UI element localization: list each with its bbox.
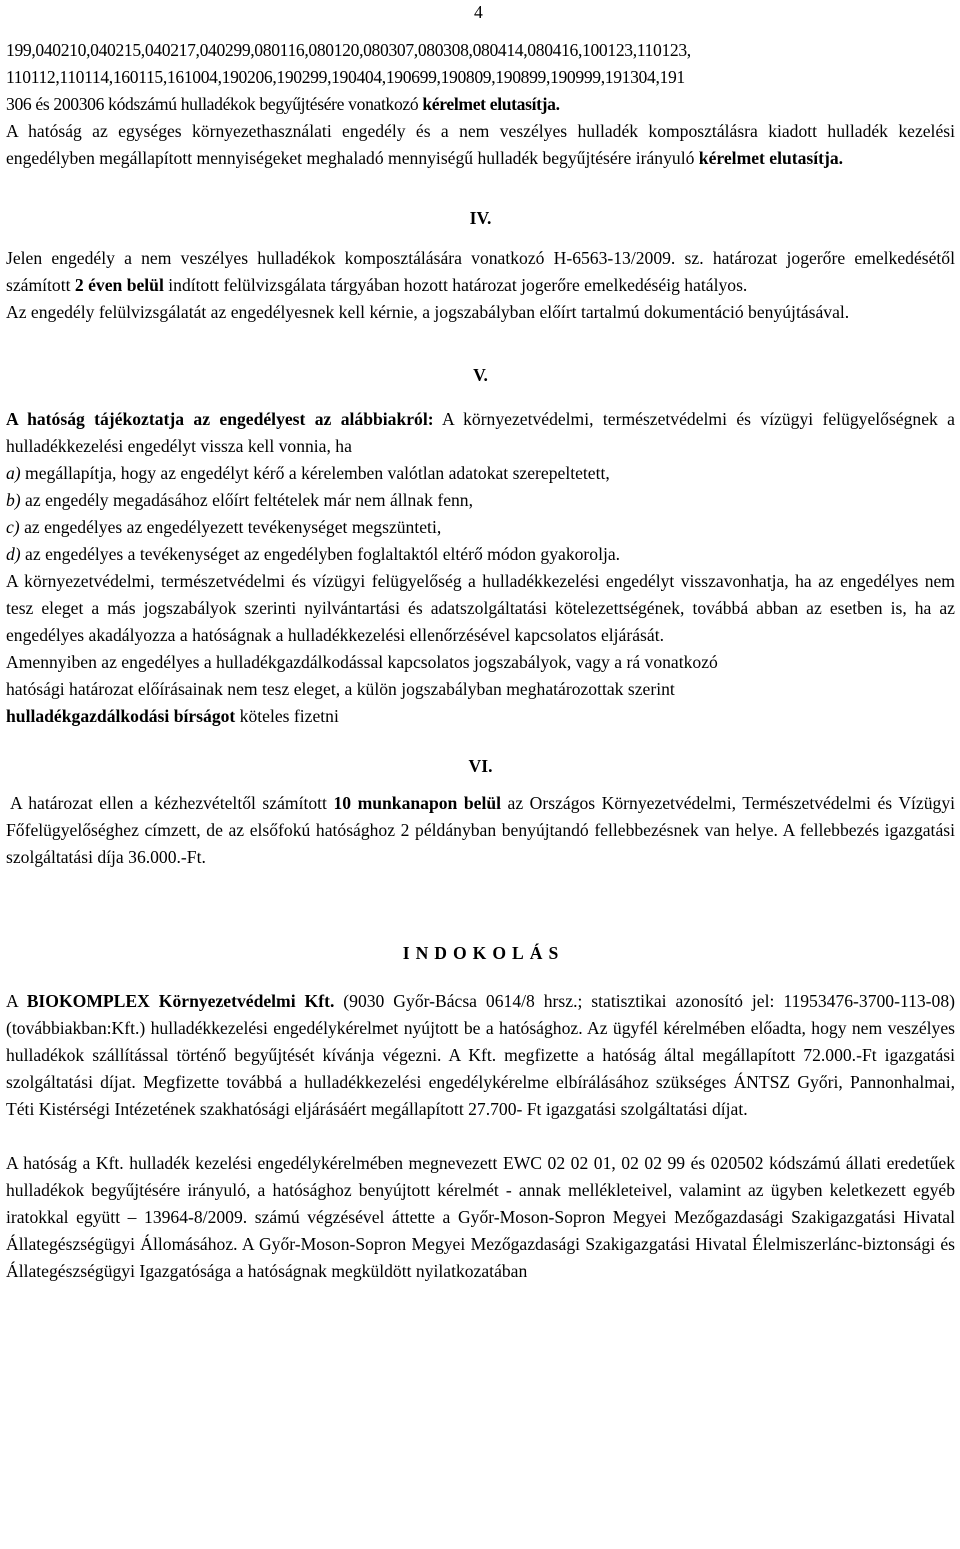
justification-paragraph-1 [6,988,955,1123]
list-item [6,487,955,514]
review-paragraph: Az engedély felülvizsgálatát az engedélyesnek kell kérnie, a jogszabályban előírt tartalmú dokumentáció benyújtásával. [6,302,850,322]
notice-intro-text: A környezetvédelmi, természetvédelmi és vízügyi felügyelőségnek a hulladékkezelési engedélyt vissza kell vonnia, ha [6,409,955,456]
list-item-text: megállapítja, hogy az engedélyt kérő a kérelemben valótlan adatokat szerepeltetett, [20,463,610,483]
section-v-heading: V. [473,365,488,385]
list-item [6,460,955,487]
rejection-statement: kérelmet elutasítja. [422,94,560,114]
fine-name-bold: hulladékgazdálkodási bírságot [6,706,236,726]
revocation-conditions-list [6,460,955,568]
list-item-text: az engedély megadásához előírt feltételek már nem állnak fenn, [20,490,473,510]
fine-line-3-text: köteles fizetni [235,706,339,726]
waste-code-line-2: 110112,110114,160115,161004,190206,190299,190404,190699,190809,190899,190999,191304,191 [6,67,685,87]
list-item-marker: a) [6,463,21,483]
list-item-marker: d) [6,544,21,564]
list-item-text: az engedélyes a tevékenységet az engedélyben foglaltaktól eltérő módon gyakorolja. [20,544,621,564]
fine-line-2: hatósági határozat előírásainak nem tesz eleget, a külön jogszabályban meghatározottak szerint [6,679,675,699]
justification-text-b: (9030 Győr-Bácsa 0614/8 hrsz.; statisztikai azonosító jel: 11953476-3700-113-08) (továbbiakban:Kft.) hulladékkezelési engedélykérelmet nyújtott be a hatósághoz. Az ügyfél kérelmében előadta, hogy nem veszélyes hulladékok szállítással történő begyűjtését kívánja végezni. A Kft. megfizette a hatóság által megállapított 72.000.-Ft igazgatási szolgáltatási díjat. Megfizette továbbá a hulladékkezelési engedélykérelme elbírálásához szükséges ÁNTSZ Győri, Pannonhalmai, Téti Kistérségi Intézetének szakhatósági eljárásáért megállapított 27.700- Ft igazgatási szolgáltatási díjat. [6,991,955,1119]
compost-rejection-bold: kérelmet elutasítja. [698,148,844,168]
validity-period: 2 éven belül [74,275,164,295]
waste-code-line-3 [6,91,955,118]
section-iv-heading: IV. [469,208,492,228]
justification-text-a: A [6,991,27,1011]
validity-text-b: indított felülvizsgálata tárgyában hozott határozat jogerőre emelkedéséig hatályos. [163,275,748,295]
notice-intro-bold: A hatóság tájékoztatja az engedélyest az alábbiakról: [6,409,434,429]
list-item-text: az engedélyes az engedélyezett tevékenységet megszünteti, [19,517,442,537]
appeal-deadline: 10 munkanapon belül [333,793,502,813]
appeal-text-a: A határozat ellen a kézhezvételtől számított [10,793,334,813]
waste-code-line-3-text: 306 és 200306 kódszámú hulladékok begyűjtésére vonatkozó [6,94,423,114]
optional-revocation-paragraph: A környezetvédelmi, természetvédelmi és vízügyi felügyelőség a hulladékkezelési engedélyt visszavonhatja, ha az engedélyes nem tesz eleget a más jogszabályok szerinti nyilvántartási és adatszolgáltatási kötelezettségének, továbbá abban az esetben is, ha az engedélyes akadályozza a hatóságnak a hulladékkezelési ellenőrzésével kapcsolatos eljárását. [6,571,955,645]
compost-rejection-text: A hatóság az egységes környezethasználati engedély és a nem veszélyes hulladék komposztálásra kiadott hulladék kezelési engedélyben megállapított mennyiségeket meghaladó mennyiségű hulladék begyűjtésére irányuló [6,121,955,168]
compost-rejection-paragraph [6,118,955,172]
fine-line-3 [6,703,955,730]
fine-paragraph [6,649,955,730]
page-number: 4 [474,2,483,22]
appeal-text-b: az Országos Környezetvédelmi, Természetvédelmi és Vízügyi Főfelügyelőséghez címzett, de az elsőfokú hatósághoz 2 példányban benyújtandó fellebbezésnek van helye. A fellebbezés igazgatási szolgáltatási díja 36.000.-Ft. [6,793,955,867]
list-item-marker: c) [6,517,20,537]
company-name: BIOKOMPLEX Környezetvédelmi Kft. [26,991,335,1011]
waste-code-line-1: 199,040210,040215,040217,040299,080116,080120,080307,080308,080414,080416,100123,110123, [6,40,691,60]
justification-heading: INDOKOLÁS [402,943,565,963]
list-item [6,541,955,568]
validity-paragraph [6,245,955,299]
notice-paragraph [6,406,955,460]
validity-text-a: Jelen engedély a nem veszélyes hulladékok komposztálására vonatkozó H-6563-13/2009. sz. határozat jogerőre emelkedésétől számított [6,248,955,295]
list-item [6,514,955,541]
justification-paragraph-2: A hatóság a Kft. hulladék kezelési engedélykérelmében megnevezett EWC 02 02 01, 02 02 99 és 020502 kódszámú állati eredetűek hulladékok begyűjtésére irányuló, a hatósághoz benyújtott kérelmét - annak mellékleteivel, valamint az ügyben keletkezett egyéb iratokkal együtt – 13964-8/2009. számú végzésével áttette a Győr-Moson-Sopron Megyei Mezőgazdasági Szakigazgatási Hivatal Állategészségügyi Állomásához. A Győr-Moson-Sopron Megyei Mezőgazdasági Szakigazgatási Hivatal Élelmiszerlánc-biztonsági és Állategészségügyi Igazgatósága a hatóságnak megküldött nyilatkozatában [6,1153,955,1281]
fine-line-1: Amennyiben az engedélyes a hulladékgazdálkodással kapcsolatos jogszabályok, vagy a rá vonatkozó [6,652,718,672]
list-item-marker: b) [6,490,21,510]
section-vi-heading: VI. [468,756,493,776]
appeal-paragraph [6,790,955,871]
